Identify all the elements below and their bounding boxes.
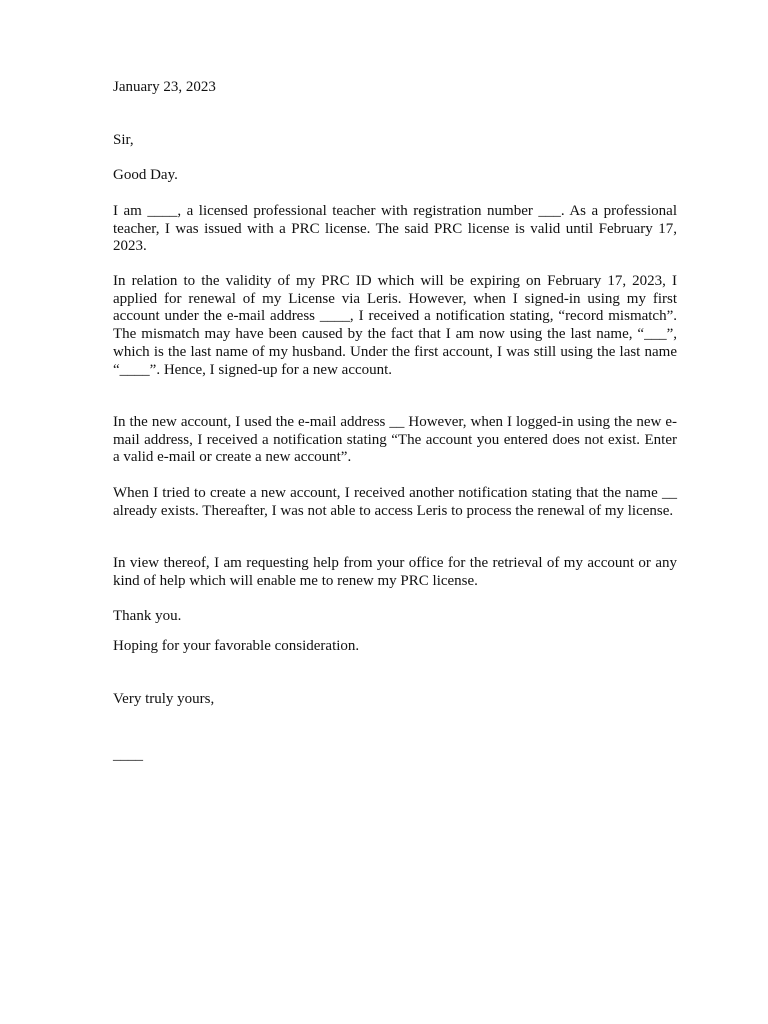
hoping-line: Hoping for your favorable consideration. [113, 638, 360, 654]
body-paragraph-3: In the new account, I used the e-mail address __ However, when I logged-in using the new e-mail address, I received a notification stating “The account you entered does not exist. Enter a valid e-mail or create a new account”. [113, 414, 677, 466]
signature-line: ____ [113, 747, 143, 763]
salutation: Sir, [113, 132, 134, 148]
greeting: Good Day. [113, 167, 178, 183]
body-paragraph-5: In view thereof, I am requesting help from your office for the retrieval of my account or any kind of help which will enable me to renew my PRC license. [113, 555, 677, 589]
body-paragraph-4: When I tried to create a new account, I received another notification stating that the name __ already exists. Thereafter, I was not able to access Leris to process the renewal of my license. [113, 485, 677, 519]
complimentary-close: Very truly yours, [113, 691, 215, 707]
letter-date: January 23, 2023 [113, 79, 216, 95]
body-paragraph-2: In relation to the validity of my PRC ID which will be expiring on February 17, 2023, I applied for renewal of my License via Leris. However, when I signed-in using my first account under the e-mail address ____, I received a notification stating, “record mismatch”. The mismatch may have been caused by the fact that I am now using the last name, “___”, which is the last name of my husband. Under the first account, I was still using the last name “____”. Hence, I signed-up for a new account. [113, 273, 677, 378]
body-paragraph-1: I am ____, a licensed professional teacher with registration number ___. As a professional teacher, I was issued with a PRC license. The said PRC license is valid until February 17, 2023. [113, 203, 677, 255]
thank-you-line: Thank you. [113, 608, 182, 624]
